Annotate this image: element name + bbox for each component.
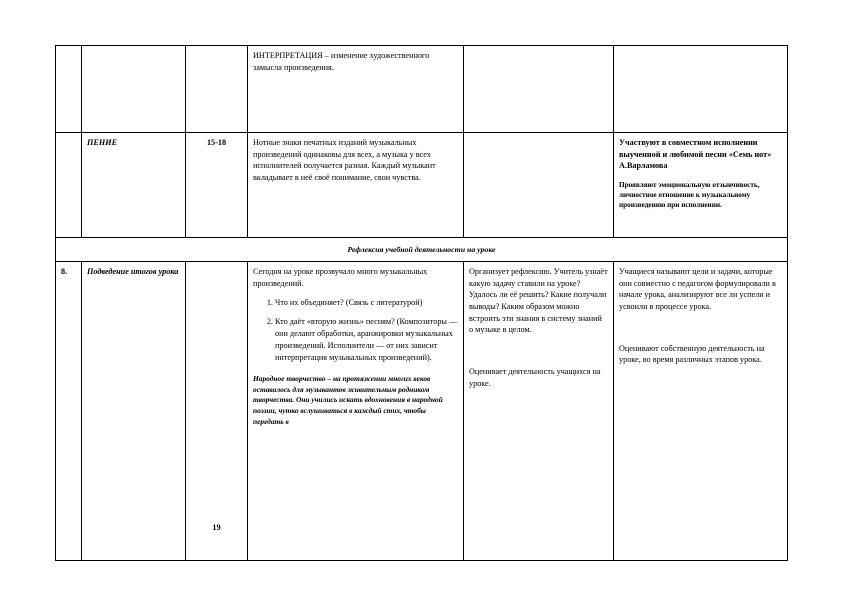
cell-content: ИНТЕРПРЕТАЦИЯ – изменение художественного замысла произведения.: [248, 46, 464, 133]
content-intro: Сегодня на уроке прозвучало много музыкальных произведений.: [253, 267, 428, 288]
cell-stage: [82, 46, 186, 133]
student-activity-1: Учащиеся называют цели и задачи, которые они совместно с педагогом формулировали в начале урока, анализируют все ли успели и усвоили в процессе урока.: [619, 267, 776, 311]
cell-content: Нотные знаки печатных изданий музыкальных произведений одинаковы для всех, а музыка у всех исполнителей получается разная. Каждый музыкант вкладывает в неё своё понимание, свои чувства.: [248, 133, 464, 238]
cell-time: 19: [186, 262, 248, 561]
cell-number: [56, 133, 82, 238]
cell-time: 15-18: [186, 133, 248, 238]
cell-teacher: [464, 133, 614, 238]
cell-teacher: [464, 262, 614, 561]
cell-student: [614, 46, 788, 133]
cell-stage: Подведение итогов урока: [82, 262, 186, 561]
table-row: [56, 46, 788, 133]
cell-time: [186, 46, 248, 133]
lesson-plan-table: [55, 45, 788, 561]
cell-number: 8.: [56, 262, 82, 561]
list-item: 2. Кто даёт «вторую жизнь» песням? (Композиторы — они делают обработки, аранжировки музыкальных произведений. Исполнители — от них зависит интерпретация музыкальных произведений).: [275, 316, 458, 364]
student-activity-note: Проявляют эмоциональную отзывчивость, личностное отношение к музыкальному произведению при исполнении.: [619, 180, 760, 210]
list-item: 1. Что их объединяет? (Связь с литературой): [275, 297, 458, 309]
content-question-list: [253, 297, 458, 363]
student-activity-2: Оценивают собственную деятельность на уроке, во время различных этапов урока.: [619, 343, 765, 365]
section-divider-row: [56, 238, 788, 262]
cell-stage: ПЕНИЕ: [82, 133, 186, 238]
teacher-activity-2: Оценивает деятельность учащихся на уроке.: [469, 366, 601, 388]
section-divider-label: Рефлексия учебной деятельности на уроке: [56, 238, 788, 262]
cell-student: [614, 262, 788, 561]
student-activity-main: Участвуют в совместном исполнении выученной и любимой песни «Семь нот» А.Варламова: [619, 138, 772, 171]
content-tail: Народное творчество – на протяжении многих веков оставалось для музыкантов живительным родником творчества. Они учились искать вдохновения в народной поэзии, чутко вслушиваться в каждый стих, чтобы передать в: [253, 373, 443, 426]
teacher-activity-1: Организует рефлексию. Учитель узнаёт какую задачу ставили на уроке? Удалось ли её решить? Какие получали выводы? Каким образом можно встроить эти знания в систему знаний о музыке в целом.: [469, 267, 608, 335]
table-row: [56, 262, 788, 561]
cell-teacher: [464, 46, 614, 133]
cell-student: [614, 133, 788, 238]
cell-content: [248, 262, 464, 561]
cell-number: [56, 46, 82, 133]
table-row: [56, 133, 788, 238]
